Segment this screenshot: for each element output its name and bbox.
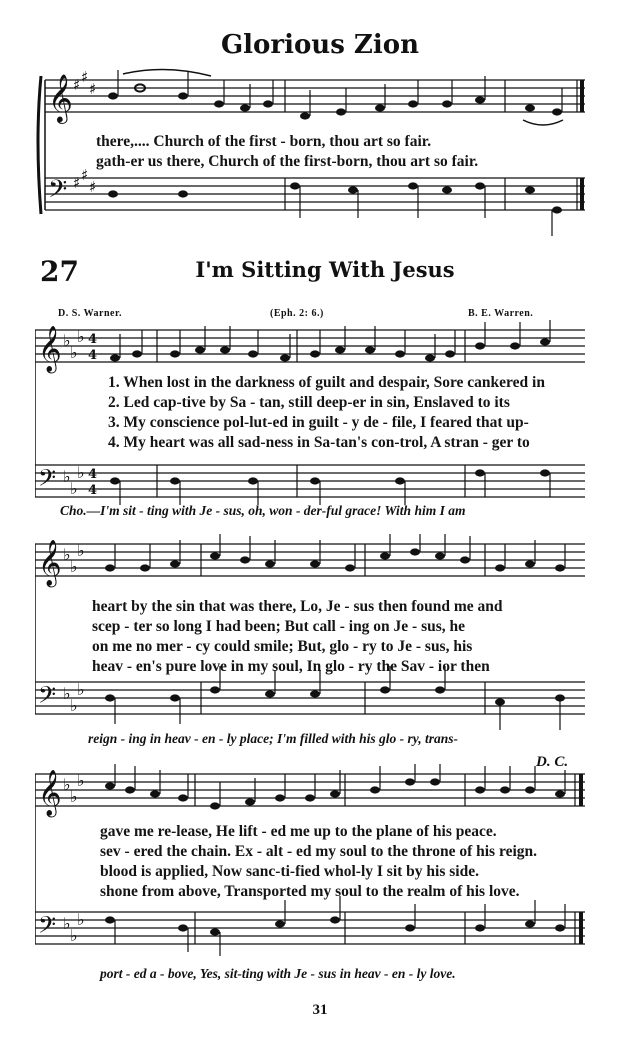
lyric-line: shone from above, Transported my soul to the realm of his love. [100,883,520,900]
lyric-line: gave me re-lease, He lift - ed me up to the plane of his peace. [100,823,497,840]
author-credit: D. S. Warner. [58,308,123,319]
svg-text:4: 4 [88,467,98,482]
lyric-line: heart by the sin that was there, Lo, Je - sus then found me and [92,598,503,615]
svg-text:♭: ♭ [63,467,71,486]
hymn-title-sitting-with-jesus: I'm Sitting With Jesus [195,257,455,282]
svg-text:♭: ♭ [70,557,78,576]
svg-text:♭: ♭ [63,545,71,564]
lyric-line: 1. When lost in the darkness of guilt and despair, Sore cankered in [108,374,545,391]
hymn1-lyrics [96,132,596,172]
svg-text:♯: ♯ [81,166,89,184]
svg-text:♯: ♯ [89,80,97,98]
svg-text:♭: ♭ [70,343,78,362]
chorus-lyrics: port - ed a - bove, Yes, sit-ting with Je - sus in heav - en - ly love. [100,966,456,981]
svg-text:♭: ♭ [70,926,78,945]
lyric-line: on me no mer - cy could smile; But, glo - ry to Je - sus, his [92,638,473,655]
svg-text:4: 4 [88,483,98,498]
svg-text:𝄢: 𝄢 [48,175,68,210]
svg-text:♯: ♯ [73,76,81,94]
svg-text:♭: ♭ [77,327,85,346]
svg-text:♭: ♭ [70,787,78,806]
svg-text:♯: ♯ [81,68,89,86]
svg-text:4: 4 [88,332,98,347]
svg-text:𝄞: 𝄞 [38,326,62,372]
lyric-line: 4. My heart was all sad-ness in Sa-tan's con-trol, A stran - ger to [108,434,530,451]
svg-text:♯: ♯ [89,178,97,196]
svg-text:♭: ♭ [63,331,71,350]
svg-text:♭: ♭ [70,479,78,498]
svg-text:𝄞: 𝄞 [38,770,62,816]
composer-credit: B. E. Warren. [468,308,534,319]
svg-text:𝄞: 𝄞 [48,73,73,122]
svg-text:♯: ♯ [73,174,81,192]
svg-text:♭: ♭ [77,541,85,560]
svg-text:𝄞: 𝄞 [38,540,62,586]
chorus-lyrics: reign - ing in heav - en - ly place; I'm filled with his glo - ry, trans- [88,731,458,746]
svg-text:♭: ♭ [77,463,85,482]
hymn-title-glorious-zion: Glorious Zion [220,30,420,60]
svg-text:♭: ♭ [77,910,85,929]
verse-lyrics-system-3 [100,822,600,902]
verse-lyrics-system-2 [92,597,592,677]
lyric-line: gath-er us there, Church of the first-born, thou art so fair. [96,153,479,170]
svg-text:𝄢: 𝄢 [38,911,57,944]
svg-text:♭: ♭ [63,684,71,703]
svg-text:♭: ♭ [70,696,78,715]
page-number: 31 [312,1002,328,1018]
svg-text:♭: ♭ [77,771,85,790]
svg-text:♭: ♭ [63,914,71,933]
scripture-reference: (Eph. 2: 6.) [270,308,324,319]
verse-lyrics-system-1 [108,373,608,453]
svg-text:𝄢: 𝄢 [38,464,57,497]
lyric-line: blood is applied, Now sanc-ti-fied whol-ly I sit by his side. [100,863,479,880]
chorus-lyrics: Cho.—I'm sit - ting with Je - sus, oh, won - der-ful grace! With him I am [60,503,466,518]
da-capo-marking: D. C. [536,754,569,770]
lyric-line: there,.... Church of the first - born, thou art so fair. [96,133,432,150]
lyric-line: 3. My conscience pol-lut-ed in guilt - y de - file, I feared that up- [108,414,529,431]
lyric-line: 2. Led cap-tive by Sa - tan, still deep-er in sin, Enslaved to its [108,394,510,411]
lyric-line: scep - ter so long I had been; But call - ing on Je - sus, he [92,618,466,635]
svg-text:♭: ♭ [77,680,85,699]
hymn-number: 27 [40,255,79,288]
svg-text:♭: ♭ [63,775,71,794]
lyric-line: sev - ered the chain. Ex - alt - ed my soul to the throne of his reign. [100,843,537,860]
svg-text:4: 4 [88,348,98,363]
lyric-line: heav - en's pure love in my soul, In glo - ry the Sav - ior then [92,658,490,675]
svg-text:𝄢: 𝄢 [38,681,57,714]
